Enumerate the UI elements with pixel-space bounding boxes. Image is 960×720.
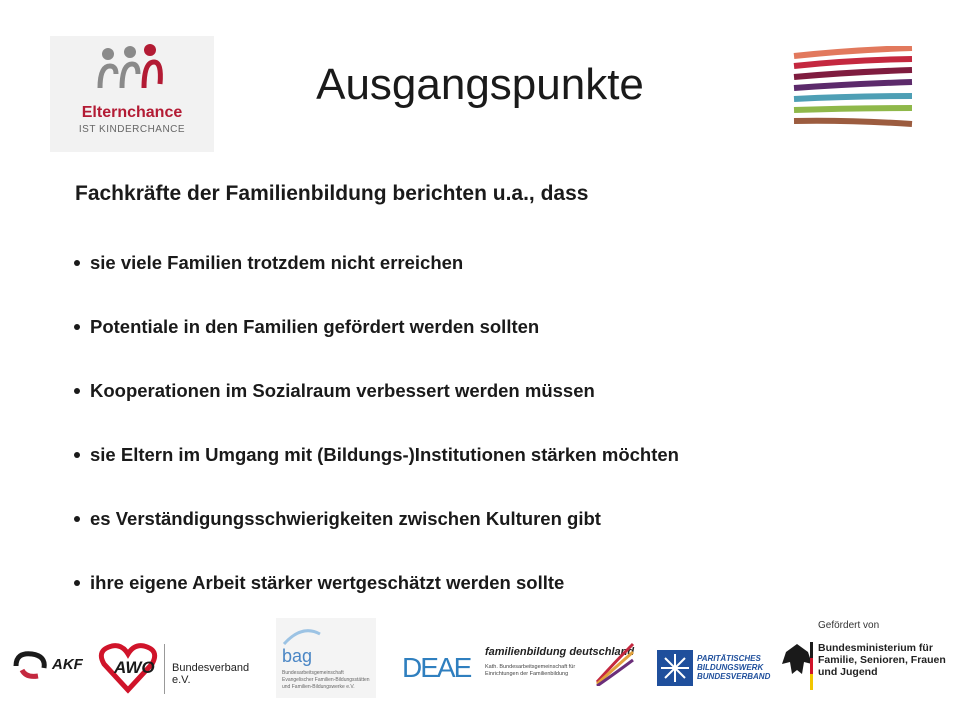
bmfsfj-logo [780,640,950,696]
family-figures-icon [96,44,168,102]
paritaet-text: PARITÄTISCHES BILDUNGSWERK BUNDESVERBAND [697,654,771,681]
bullet-text: Potentiale in den Familien gefördert werden sollten [90,316,540,337]
fam-text: familienbildung deutschland [485,646,635,658]
bullet-icon [74,324,80,330]
bmfsfj-text: Bundesministerium für Familie, Senioren, Frauen und Jugend [818,642,946,678]
bullet-text: sie viele Familien trotzdem nicht erreichen [90,252,464,273]
funded-by-label: Gefördert von [818,620,880,631]
bullet-text: es Verständigungsschwierigkeiten zwischen Kulturen gibt [90,508,601,529]
paritaet-star-icon [655,648,695,688]
list-item [72,250,912,314]
lead-text: Fachkräfte der Familienbildung berichten u.a., dass [75,182,589,205]
divider [164,644,165,694]
federal-eagle-icon [780,640,814,696]
bullet-icon [74,452,80,458]
elternchance-logo [50,36,214,152]
akf-logo [12,648,92,686]
fam-sub-text: Kath. Bundesarbeitsgemeinschaft für Einrichtungen der Familienbildung [485,664,576,677]
bullet-icon [74,580,80,586]
list-item [72,378,912,442]
bullet-icon [74,516,80,522]
bullet-text: Kooperationen im Sozialraum verbessert werden müssen [90,380,595,401]
bullet-icon [74,388,80,394]
list-item [72,506,912,570]
logo-tagline: IST KINDERCHANCE [78,124,186,135]
bag-arc-icon [282,624,322,648]
bullet-text: ihre eigene Arbeit stärker wertgeschätzt werden sollte [90,572,565,593]
bullet-icon [74,260,80,266]
color-stripes-logo [790,46,916,132]
awo-sub-text: Bundesverband e.V. [172,662,250,686]
awo-logo [98,640,268,696]
list-item [72,442,912,506]
slide-title: Ausgangspunkte [316,60,644,109]
list-item [72,570,912,634]
bag-text: bag [282,646,313,666]
deae-logo [402,652,472,688]
familienbildung-logo [485,640,635,690]
bag-sub-text: Bundesarbeitsgemeinschaft Evangelischer Familien-Bildungsstätten und Familien-Bildungswerke e.V. [282,670,370,690]
bag-logo [276,618,376,698]
bullet-text: sie Eltern im Umgang mit (Bildungs-)Institutionen stärken möchten [90,444,679,465]
colored-swoosh-icon [595,642,635,686]
deae-text: DEAE [402,652,471,683]
paritaet-logo [655,648,771,690]
logo-name: Elternchance [81,104,183,121]
bullet-list [72,250,912,634]
akf-swirl-icon [12,648,52,684]
akf-text: AKF [52,656,83,673]
list-item [72,314,912,378]
awo-text: AWO [114,658,155,677]
